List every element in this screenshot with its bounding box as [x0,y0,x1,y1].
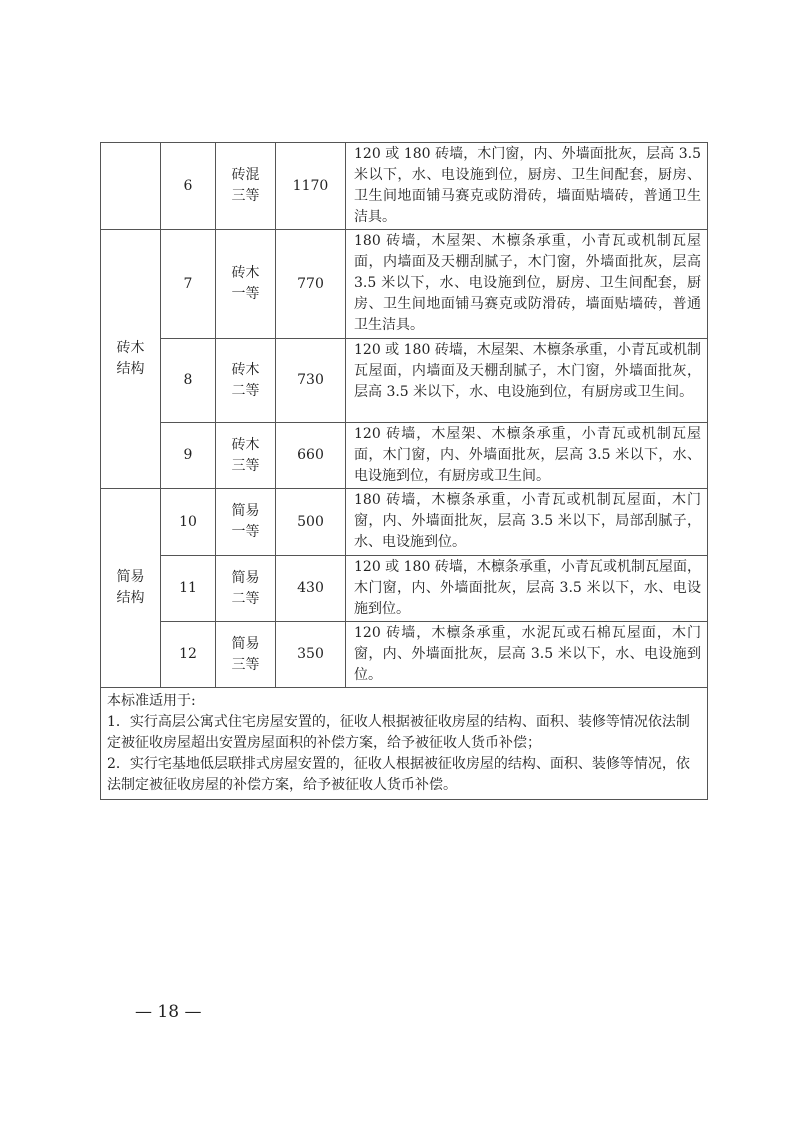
table-row [101,339,708,423]
table-row [101,489,708,556]
table-row [101,230,708,339]
row-number: 7 [161,230,216,339]
grade-cell [216,143,276,230]
grade-cell [216,423,276,489]
group-cell [101,489,161,688]
table-row [101,556,708,622]
note-title: 本标准适用于: [107,693,196,709]
row-number: 11 [161,556,216,622]
price-cell: 730 [276,339,346,423]
grade-label: 砖混三等 [231,167,260,204]
note-item: 1．实行高层公寓式住宅房屋安置的，征收人根据被征收房屋的结构、面积、装修等情况依法制定被征收房屋超出安置房屋面积的补偿方案，给予被征收人货币补偿； [107,714,690,751]
row-number: 10 [161,489,216,556]
group-label: 简易结构 [116,569,145,606]
grade-cell [216,622,276,688]
group-cell-empty [101,143,161,230]
description-cell: 120 或 180 砖墙，木门窗，内、外墙面批灰，层高 3.5 米以下，水、电设施到位，厨房、卫生间配套，厨房、卫生间地面铺马赛克或防滑砖，墙面贴墙砖，普通卫生洁具。 [346,143,708,230]
grade-label: 简易一等 [231,503,260,540]
grade-label: 简易三等 [231,635,260,673]
price-cell: 500 [276,489,346,556]
note-row [101,688,708,800]
grade-cell [216,556,276,622]
table-row [101,423,708,489]
row-number: 9 [161,423,216,489]
price-cell: 660 [276,423,346,489]
note-item: 2．实行宅基地低层联排式房屋安置的，征收人根据被征收房屋的结构、面积、装修等情况，依法制定被征收房屋的补偿方案，给予被征收人货币补偿。 [107,756,690,793]
table-row [101,143,708,230]
grade-label: 砖木二等 [231,361,260,399]
price-cell: 430 [276,556,346,622]
row-number: 8 [161,339,216,423]
grade-label: 简易二等 [231,569,260,607]
row-number: 12 [161,622,216,688]
grade-label: 砖木一等 [231,265,260,302]
description-cell: 180 砖墙，木檩条承重，小青瓦或机制瓦屋面，木门窗，内、外墙面批灰，层高 3.5 米以下，局部刮腻子，水、电设施到位。 [346,489,708,556]
description-cell: 120 砖墙，木檩条承重，水泥瓦或石棉瓦屋面，木门窗，内、外墙面批灰，层高 3.5 米以下，水、电设施到位。 [346,622,708,688]
grade-cell [216,339,276,423]
grade-cell [216,489,276,556]
table-row [101,622,708,688]
price-cell: 1170 [276,143,346,230]
note-cell [101,688,708,800]
description-cell: 180 砖墙，木屋架、木檩条承重，小青瓦或机制瓦屋面，内墙面及天棚刮腻子，木门窗，外墙面批灰，层高 3.5 米以下，水、电设施到位，厨房、卫生间配套，厨房、卫生间地面铺马赛克或防滑砖，墙面贴墙砖，普通卫生洁具。 [346,230,708,339]
page-number: — 18 — [135,1002,202,1022]
group-label: 砖木结构 [116,340,145,377]
description-cell: 120 或 180 砖墙，木檩条承重，小青瓦或机制瓦屋面，木门窗，内、外墙面批灰，层高 3.5 米以下，水、电设施到位。 [346,556,708,622]
description-cell: 120 或 180 砖墙，木屋架、木檩条承重，小青瓦或机制瓦屋面，内墙面及天棚刮腻子，木门窗，外墙面批灰，层高 3.5 米以下，水、电设施到位，有厨房或卫生间。 [346,339,708,423]
price-cell: 350 [276,622,346,688]
description-cell: 120 砖墙，木屋架、木檩条承重，小青瓦或机制瓦屋面，木门窗，内、外墙面批灰，层高 3.5 米以下，水、电设施到位，有厨房或卫生间。 [346,423,708,489]
compensation-standard-table [100,142,708,800]
row-number: 6 [161,143,216,230]
price-cell: 770 [276,230,346,339]
grade-cell [216,230,276,339]
group-cell [101,230,161,489]
grade-label: 砖木三等 [231,436,260,474]
